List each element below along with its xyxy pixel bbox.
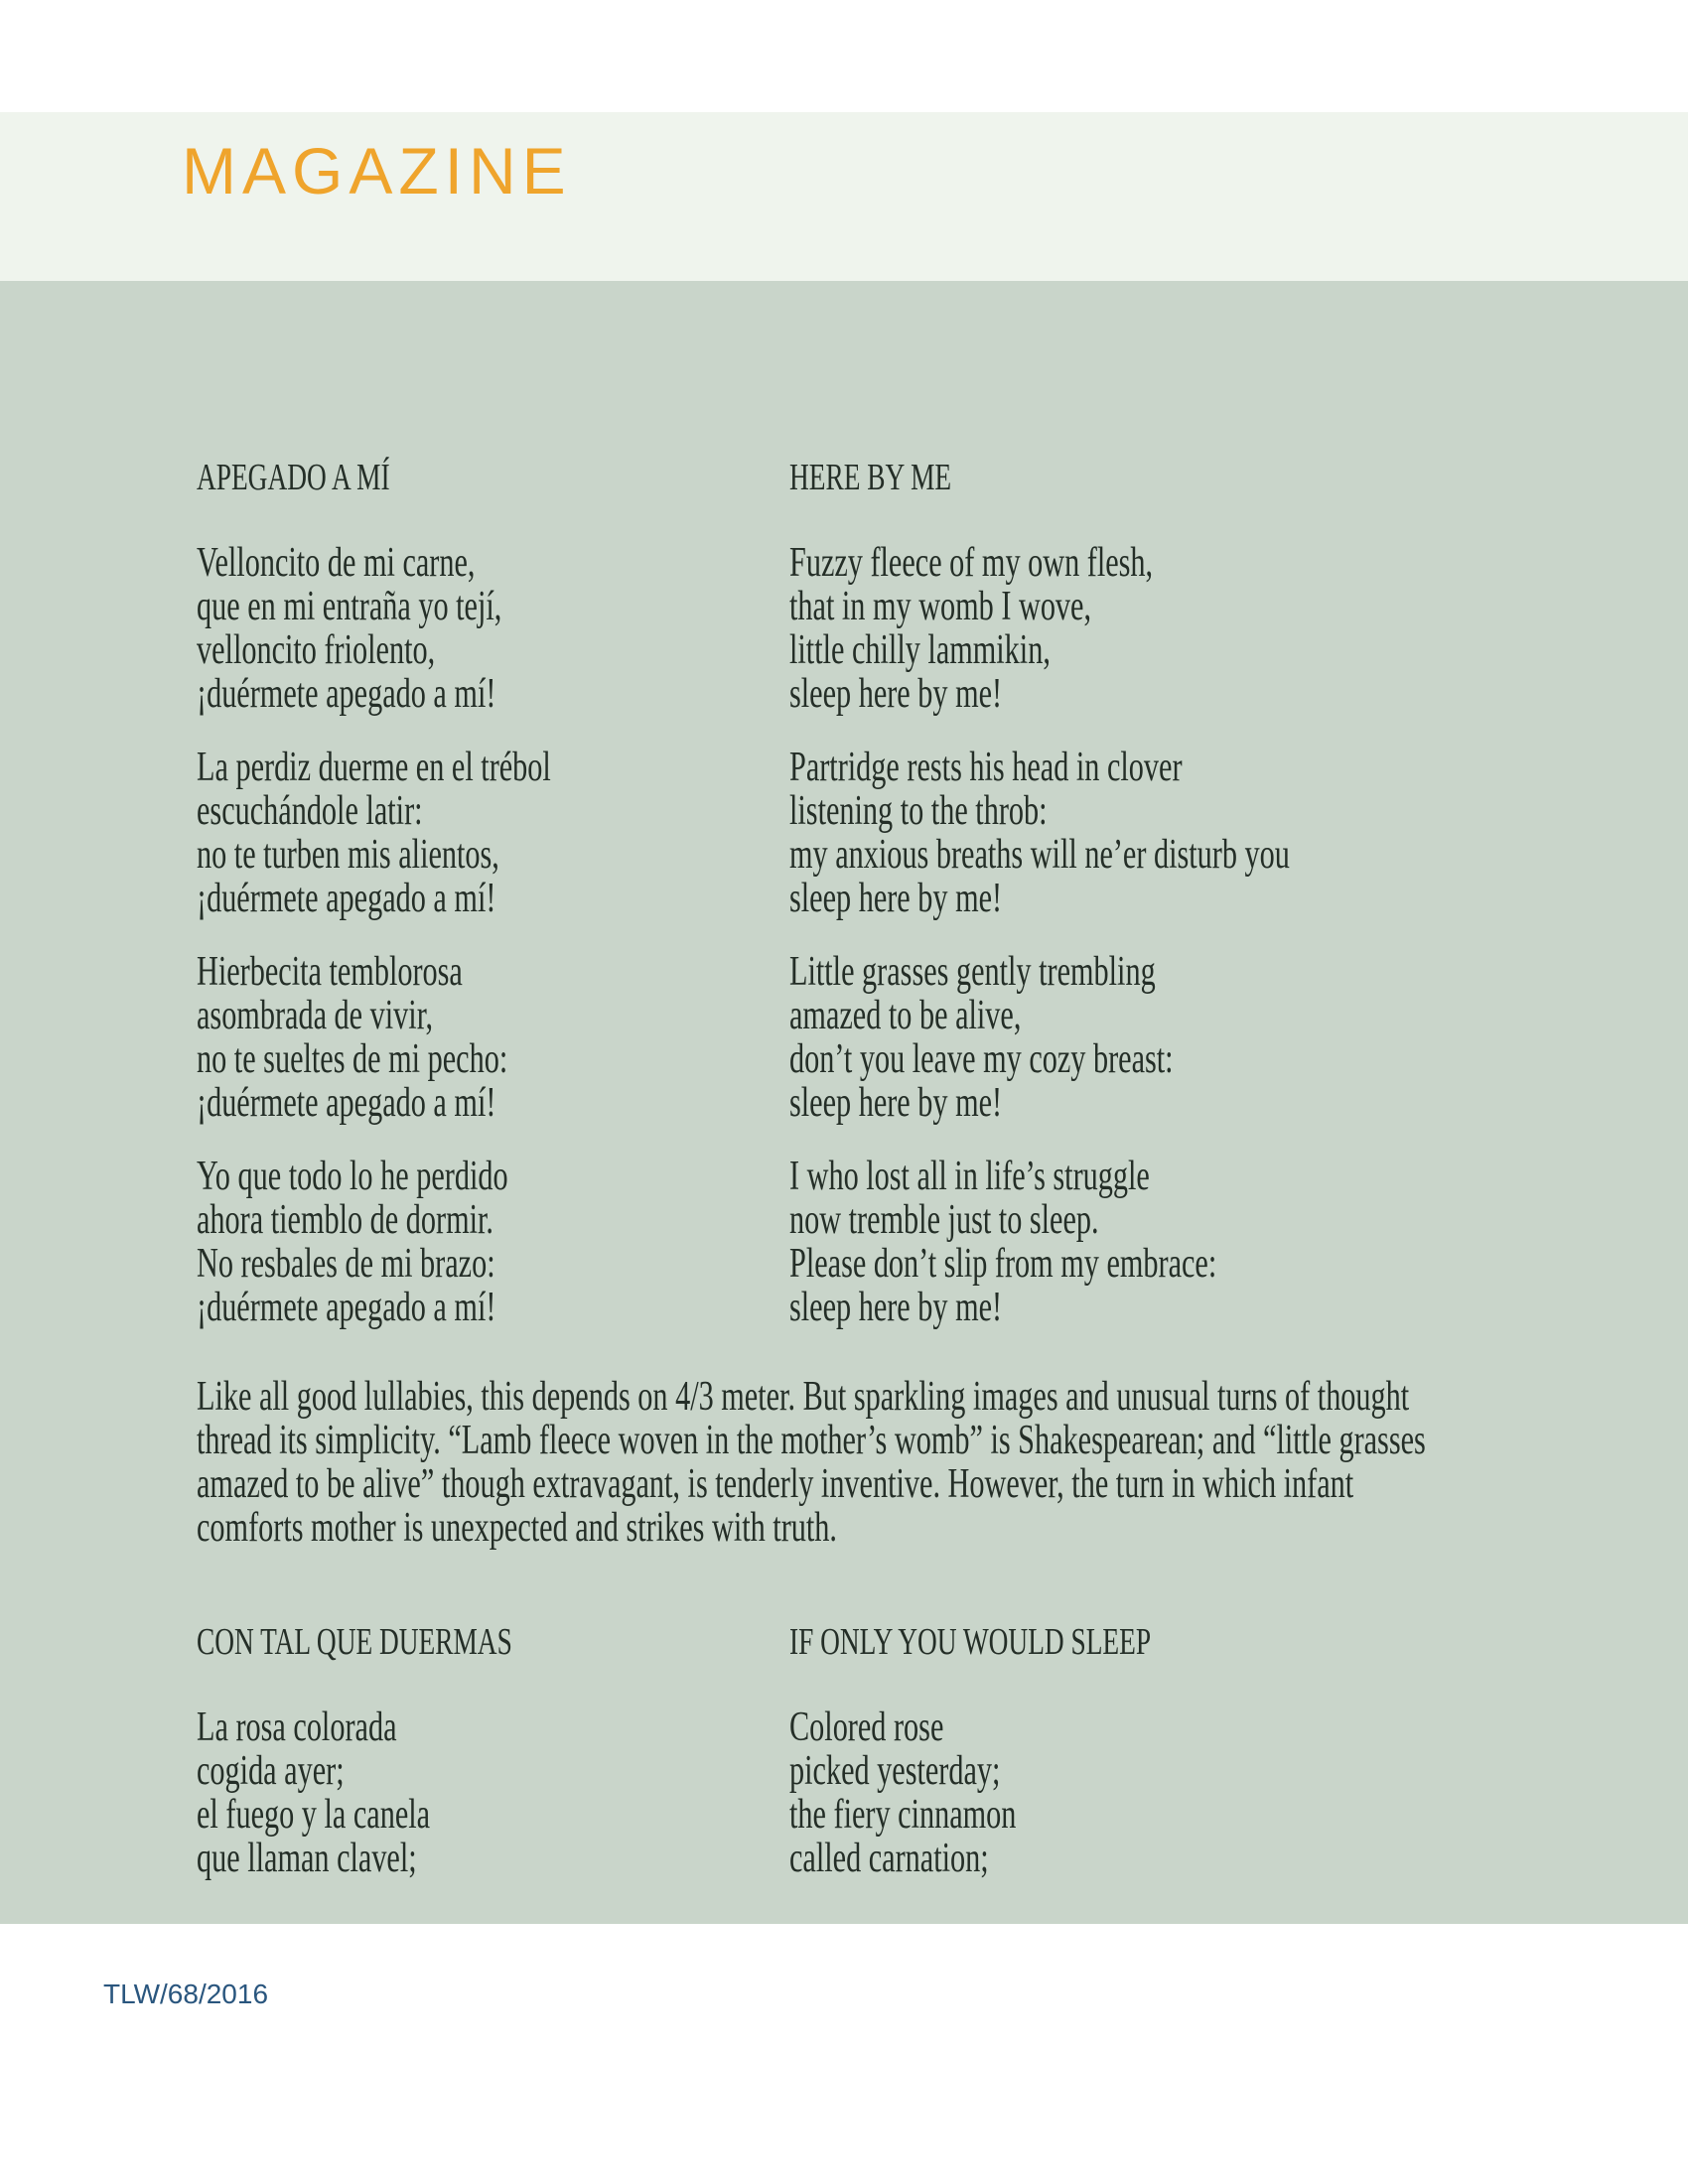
poem-line: ¡duérmete apegado a mí! <box>197 1080 496 1126</box>
stanza <box>197 1155 789 1329</box>
poem-1-translation-title: HERE BY ME <box>789 457 952 498</box>
poem-line: no te turben mis alientos, <box>197 832 499 878</box>
poem-line: sleep here by me! <box>789 1080 1003 1126</box>
issue-code: TLW/68/2016 <box>103 1979 269 2009</box>
poem-line: Please don’t slip from my embrace: <box>789 1241 1217 1287</box>
poem-line: ahora tiemblo de dormir. <box>197 1197 493 1243</box>
stanza <box>197 950 789 1125</box>
poem-line: the fiery cinnamon <box>789 1792 1017 1838</box>
poem-line: Colored rose <box>789 1705 944 1750</box>
poem-line: No resbales de mi brazo: <box>197 1241 495 1287</box>
commentary-line: Like all good lullabies, this depends on 4/3 meter. But sparkling images and unusual turns of thought <box>197 1374 1410 1420</box>
poem-line: my anxious breaths will ne’er disturb you <box>789 832 1290 878</box>
poem-line: amazed to be alive, <box>789 993 1022 1038</box>
poem-1-original-column <box>197 456 789 1329</box>
poem-line: Velloncito de mi carne, <box>197 540 476 586</box>
poem-line: sleep here by me! <box>789 876 1003 921</box>
poem-line: ¡duérmete apegado a mí! <box>197 671 496 717</box>
poem-line: sleep here by me! <box>789 671 1003 717</box>
poem-line: listening to the throb: <box>789 788 1048 834</box>
poem-line: I who lost all in life’s struggle <box>789 1154 1150 1199</box>
stanza <box>789 746 1688 920</box>
poem-line: no te sueltes de mi pecho: <box>197 1036 508 1082</box>
commentary-line: thread its simplicity. “Lamb fleece woven in the mother’s womb” is Shakespearean; and “little grasses <box>197 1418 1426 1463</box>
poem-line: Partridge rests his head in clover <box>789 745 1183 790</box>
poem-line: Yo que todo lo he perdido <box>197 1154 508 1199</box>
poem-line: asombrada de vivir, <box>197 993 434 1038</box>
bottom-margin <box>0 1924 1688 2184</box>
poem-2-translation-column <box>789 1620 1688 1880</box>
masthead-title: MAGAZINE <box>182 134 572 207</box>
stanza <box>789 541 1688 716</box>
poem-2 <box>197 1620 1688 1880</box>
poem-1-original-title: APEGADO A MÍ <box>197 457 390 498</box>
poem-line: sleep here by me! <box>789 1285 1003 1330</box>
poem-2-original-column <box>197 1620 789 1880</box>
poem-line: picked yesterday; <box>789 1748 1001 1794</box>
stanza <box>789 1155 1688 1329</box>
poem-line: velloncito friolento, <box>197 627 436 673</box>
masthead-band <box>0 112 1688 281</box>
poem-line: La perdiz duerme en el trébol <box>197 745 551 790</box>
stanza <box>197 746 789 920</box>
poem-1-translation-column <box>789 456 1688 1329</box>
commentary <box>197 1375 1688 1550</box>
poem-line: little chilly lammikin, <box>789 627 1051 673</box>
commentary-line: amazed to be alive” though extravagant, is tenderly inventive. However, the turn in which infant <box>197 1461 1354 1507</box>
poem-line: Hierbecita temblorosa <box>197 949 463 995</box>
poem-line: el fuego y la canela <box>197 1792 431 1838</box>
poem-2-translation-title: IF ONLY YOU WOULD SLEEP <box>789 1621 1152 1663</box>
poem-line: called carnation; <box>789 1836 989 1881</box>
poem-line: Little grasses gently trembling <box>789 949 1156 995</box>
poem-line: escuchándole latir: <box>197 788 423 834</box>
stanza <box>197 541 789 716</box>
poem-line: que llaman clavel; <box>197 1836 417 1881</box>
poem-line: now tremble just to sleep. <box>789 1197 1099 1243</box>
poem-line: ¡duérmete apegado a mí! <box>197 876 496 921</box>
commentary-line: comforts mother is unexpected and strikes with truth. <box>197 1505 837 1551</box>
poem-1 <box>197 456 1688 1329</box>
poem-line: La rosa colorada <box>197 1705 397 1750</box>
poem-2-original-title: CON TAL QUE DUERMAS <box>197 1621 512 1663</box>
poem-line: cogida ayer; <box>197 1748 345 1794</box>
top-margin <box>0 0 1688 112</box>
poem-line: que en mi entraña yo tejí, <box>197 584 502 629</box>
stanza <box>197 1706 789 1880</box>
poem-line: Fuzzy fleece of my own flesh, <box>789 540 1154 586</box>
stanza <box>789 950 1688 1125</box>
stanza <box>789 1706 1688 1880</box>
poem-line: that in my womb I wove, <box>789 584 1092 629</box>
poem-line: ¡duérmete apegado a mí! <box>197 1285 496 1330</box>
poem-line: don’t you leave my cozy breast: <box>789 1036 1174 1082</box>
content-area <box>0 281 1688 1924</box>
